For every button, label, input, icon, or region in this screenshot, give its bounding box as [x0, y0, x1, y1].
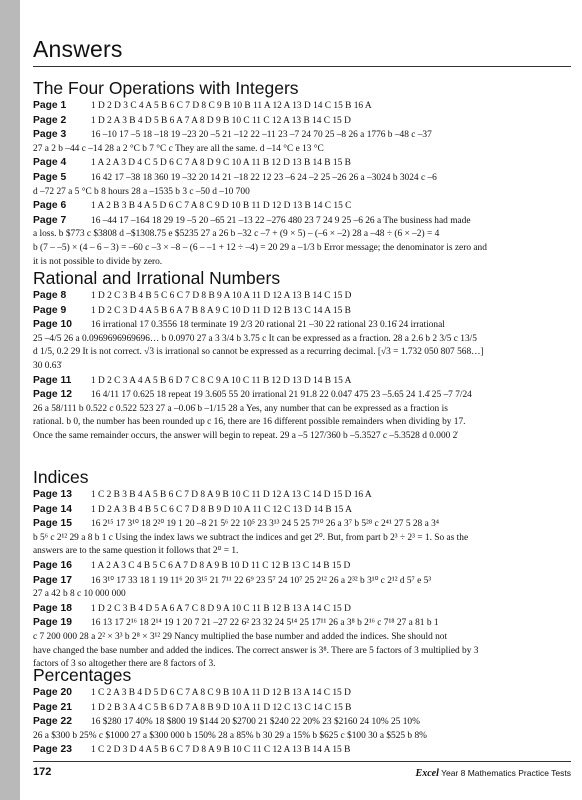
answer-text: 16 –10 17 –5 18 –18 19 –23 20 –5 21 –12 22 –11 23 –7 24 70 25 –8 26 a 1776 b –48 c –37 — [91, 130, 432, 141]
answer-line — [33, 517, 571, 532]
answer-text: 16 2¹⁵ 17 3¹⁰ 18 2²⁰ 19 1 20 –8 21 5⁶ 22 10⁵ 23 3¹³ 24 5 25 7¹⁰ 26 a 3⁷ b 5²⁸ c 2⁴¹ 27 5 28 a 3⁴ — [91, 519, 440, 530]
section-title: The Four Operations with Integers — [33, 78, 299, 98]
answer-text: rational. b 0, the number has been rounded up c 16, there are 16 different possible remainders when dividing by 17. — [33, 417, 466, 428]
title-rule — [33, 66, 571, 67]
page-label: Page 7 — [33, 214, 67, 226]
answer-text: Once the same remainder occurs, the answer will begin to repeat. 29 a –5 127/360 b –5.3527 c –5.3528 d 0.000 2̇ — [33, 430, 458, 441]
answer-text: 16 13 17 2¹⁶ 18 2¹⁴ 19 1 20 7 21 –27 22 6² 23 32 24 5¹⁴ 25 17¹¹ 26 a 3⁸ b 2¹⁶ c 7¹⁸ 27 a 81 b 1 — [91, 618, 439, 629]
page-title: Answers — [33, 36, 123, 62]
answer-text: a loss. b $773 c $3808 d –$1308.75 e $5235 27 a 26 b –32 c –7 + (9 × 5) – (–6 × –2) 28 a –48 ÷ (6 × –2) = 4 — [33, 229, 440, 240]
answer-line — [33, 588, 571, 602]
answer-line — [33, 559, 571, 574]
answer-text: 1 C 2 B 3 B 4 A 5 B 6 C 7 D 8 A 9 B 10 C 11 D 12 A 13 C 14 D 15 D 16 A — [91, 490, 372, 500]
answer-line — [33, 346, 571, 360]
answer-line — [33, 645, 571, 659]
answer-text: 16 –44 17 –164 18 29 19 –5 20 –65 21 –13 22 –276 480 23 7 24 9 25 –6 26 a The business had made — [91, 215, 471, 226]
answer-line — [33, 532, 571, 546]
page-label: Page 20 — [33, 687, 72, 698]
section-title: Rational and Irrational Numbers — [33, 268, 281, 288]
page-label: Page 23 — [33, 744, 72, 756]
section-title: Indices — [33, 467, 89, 487]
answer-text: 1 A 2 B 3 B 4 A 5 D 6 C 7 A 8 C 9 D 10 B 11 D 12 D 13 B 14 C 15 C — [91, 201, 352, 212]
answer-text: have changed the base number and added the indices. The correct answer is 3⁸. There are 5 factors of 3 multiplied by 3 — [33, 645, 479, 656]
answer-text: 27 a 42 b 8 c 10 000 000 — [33, 589, 126, 600]
answer-line — [33, 289, 571, 304]
answer-line — [33, 333, 571, 347]
answer-line — [33, 730, 571, 744]
page-label: Page 14 — [33, 503, 72, 515]
answer-line — [33, 715, 571, 730]
answer-line — [33, 242, 571, 256]
brand-name: Excel — [415, 768, 439, 779]
page-label: Page 16 — [33, 559, 72, 571]
page-label: Page 11 — [33, 374, 72, 386]
answer-line — [33, 545, 571, 559]
answer-section — [33, 665, 571, 758]
answer-line — [33, 360, 571, 374]
answer-text: d –72 27 a 5 °C b 8 hours 28 a –1535 b 3 c –50 d –10 700 — [33, 186, 250, 197]
answer-line — [33, 304, 571, 319]
answer-text: b 5⁶ c 2¹² 29 a 8 b 1 c Using the index laws we subtract the indices and get 2⁰. But, from part b 2³ ÷ 2³ = 1. So as the — [33, 532, 469, 543]
answer-text: d 1/5, 0.2 29 It is not correct. √3 is irrational so cannot be expressed as a recurring decimal. [√3 = 1.732 050 807 568…] — [33, 347, 484, 358]
answer-text: 1 D 2 C 3 A 4 A 5 B 6 D 7 C 8 C 9 A 10 C 11 B 12 D 13 D 14 B 15 A — [91, 375, 352, 386]
answer-line — [33, 128, 571, 143]
page-label: Page 22 — [33, 716, 72, 728]
page-label: Page 5 — [33, 171, 67, 183]
answer-line — [33, 574, 571, 589]
answer-text: 1 D 2 A 3 B 4 D 5 B 6 A 7 A 8 D 9 B 10 C 11 C 12 A 13 B 14 C 15 D — [91, 115, 351, 126]
answer-text: 26 a $300 b 25% c $1000 27 a $300 000 b 150% 28 a 85% b 30 29 a 15% b $625 c $100 30 a $525 b 8% — [33, 730, 427, 741]
answer-line — [33, 488, 571, 503]
answer-line — [33, 199, 571, 214]
answer-line — [33, 114, 571, 129]
answer-text: 1 D 2 C 3 B 4 D 5 A 6 A 7 C 8 D 9 A 10 C 11 B 12 B 13 A 14 C 15 D — [91, 603, 351, 614]
answer-line — [33, 686, 571, 701]
answer-line — [33, 602, 571, 617]
answer-text: 1 D 2 A 3 B 4 B 5 C 6 C 7 D 8 B 9 D 10 A 11 C 12 C 13 D 14 B 15 A — [91, 504, 352, 515]
answer-line — [33, 430, 571, 444]
answer-line — [33, 374, 571, 389]
page-label: Page 19 — [33, 617, 72, 629]
answer-text: 1 A 2 A 3 D 4 C 5 D 6 C 7 A 8 D 9 C 10 A 11 B 12 D 13 B 14 B 15 B — [91, 158, 351, 169]
answer-line — [33, 214, 571, 229]
answer-line — [33, 228, 571, 242]
answer-text: 16 irrational 17 0.3556 18 terminate 19 2/3 20 rational 21 –30 22 rational 23 0.16̇ 24 irrational — [91, 320, 445, 331]
answer-line — [33, 318, 571, 333]
answer-text: c 7 200 000 28 a 2² × 3³ b 2⁸ × 3¹² 29 Nancy multiplied the base number and added the indices. She should not — [33, 631, 448, 642]
answer-section — [33, 78, 571, 269]
answer-line — [33, 503, 571, 518]
page-label: Page 8 — [33, 290, 67, 301]
footer-rule — [33, 761, 571, 762]
answer-text: 16 42 17 –38 18 360 19 –32 20 14 21 –18 22 12 23 –6 24 –2 25 –26 26 a –3024 b 3024 c –6 — [91, 172, 437, 183]
page-label: Page 6 — [33, 200, 67, 212]
answer-line — [33, 616, 571, 631]
answer-section — [33, 268, 571, 444]
page-label: Page 12 — [33, 389, 72, 401]
page-label: Page 15 — [33, 518, 72, 530]
answer-text: 16 4/11 17 0.625 18 repeat 19 3.605 55 20 irrational 21 91.8 22 0.047 475 23 –5.65 24 1.4̇ 25 –7 7/24 — [91, 390, 472, 401]
answer-text: 16 $280 17 40% 18 $800 19 $144 20 $2700 21 $240 22 20% 23 $2160 24 10% 25 10% — [91, 717, 420, 728]
answer-line — [33, 701, 571, 716]
answer-line — [33, 631, 571, 645]
page-label: Page 17 — [33, 574, 72, 586]
book-title: Year 8 Mathematics Practice Tests — [441, 768, 571, 778]
answer-line — [33, 99, 571, 114]
answer-text: 1 D 2 C 3 D 4 A 5 B 6 A 7 B 8 A 9 C 10 D 11 D 12 B 13 C 14 A 15 B — [91, 305, 351, 316]
page-label: Page 13 — [33, 489, 72, 500]
page-label: Page 21 — [33, 701, 72, 713]
answer-line — [33, 403, 571, 417]
answer-text: 1 C 2 A 3 B 4 D 5 D 6 C 7 A 8 C 9 B 10 A 11 D 12 B 13 A 14 C 15 D — [91, 688, 351, 698]
answer-line — [33, 388, 571, 403]
page-label: Page 2 — [33, 114, 67, 126]
answer-section — [33, 467, 571, 672]
answer-text: it is not possible to divide by zero. — [33, 256, 163, 267]
page-side-bar — [0, 0, 20, 800]
answer-line — [33, 171, 571, 186]
answer-text: 26 a 58/111 b 0.522 c 0.522 523 27 a –0.06̇ b –1/15 28 a Yes, any number that can be expressed as a fraction is — [33, 403, 448, 414]
answer-text: factors of 3 so altogether there are 8 factors of 3. — [33, 659, 216, 670]
page-label: Page 9 — [33, 304, 67, 316]
answer-text: 1 D 2 B 3 A 4 C 5 B 6 D 7 A 8 B 9 D 10 A 11 D 12 C 13 C 14 C 15 B — [91, 702, 352, 713]
answer-line — [33, 143, 571, 157]
page-label: Page 18 — [33, 602, 72, 614]
page-label: Page 4 — [33, 157, 67, 169]
page-number: 172 — [33, 766, 52, 778]
answer-text: answers are to the same question it follows that 2⁰ = 1. — [33, 546, 239, 557]
section-title: Percentages — [33, 665, 132, 685]
answer-text: 1 D 2 D 3 C 4 A 5 B 6 C 7 D 8 C 9 B 10 B 11 A 12 A 13 D 14 C 15 B 16 A — [91, 101, 372, 111]
page-label: Page 10 — [33, 319, 72, 331]
answer-text: 1 D 2 C 3 B 4 B 5 C 6 C 7 D 8 B 9 A 10 A 11 D 12 A 13 B 14 C 15 D — [91, 291, 352, 301]
answer-text: b (7 – –5) × (4 – 6 – 3) = –60 c –3 × –8 – (6 – –1 + 12 ÷ –4) = 20 29 a –1/3 b Error message; the denominator is zero and — [33, 242, 487, 253]
answer-line — [33, 416, 571, 430]
answer-text: 16 3¹⁰ 17 33 18 1 19 11⁶ 20 3¹⁵ 21 7¹¹ 22 6⁹ 23 5⁷ 24 10⁷ 25 2¹² 26 a 2³² b 3¹⁰ c 2¹² d 5⁷ e 5³ — [91, 575, 432, 586]
answer-text: 30 0.63̇ — [33, 360, 62, 371]
page-label: Page 3 — [33, 129, 67, 141]
page-label: Page 1 — [33, 100, 67, 111]
answer-text: 25 –4/5 26 a 0.0969696969696… b 0.0970 27 a 3 3/4 b 3.75 c It can be expressed as a fraction. 28 a 2.6 b 2 3/5 c 13/5 — [33, 333, 477, 344]
answer-text: 1 A 2 A 3 C 4 B 5 C 6 A 7 D 8 A 9 B 10 D 11 C 12 B 13 C 14 B 15 D — [91, 560, 351, 571]
answer-text: 27 a 2 b –44 c –14 28 a 2 °C b 7 °C c They are all the same. d –14 °C e 13 °C — [33, 143, 324, 154]
answer-text: 1 C 2 D 3 D 4 A 5 B 6 C 7 D 8 A 9 B 10 C 11 C 12 A 13 B 14 A 15 B — [91, 745, 351, 756]
answer-line — [33, 156, 571, 171]
answer-line — [33, 743, 571, 758]
answer-line — [33, 186, 571, 200]
book-footer — [416, 768, 571, 779]
